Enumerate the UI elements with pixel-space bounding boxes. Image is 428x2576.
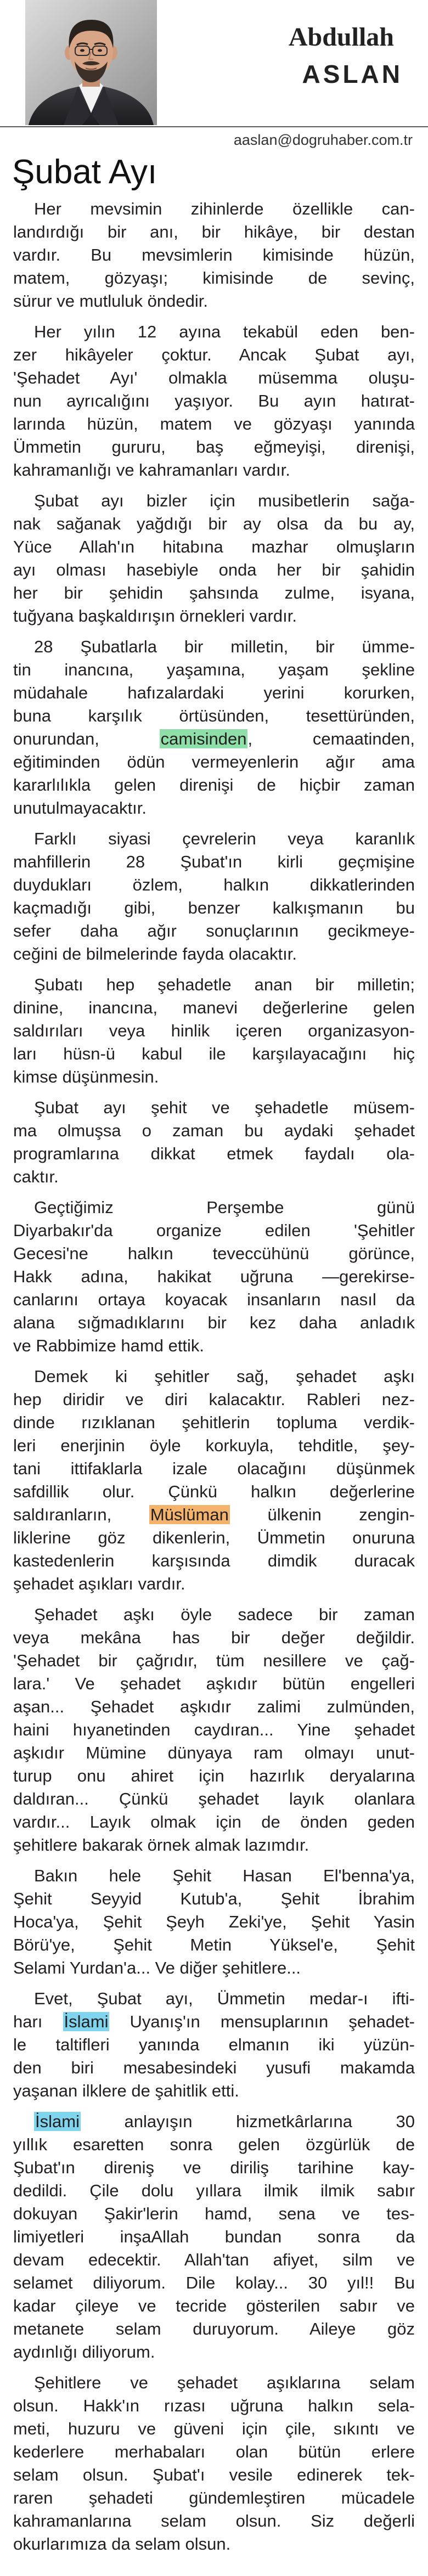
article-line: Her mevsimin zihinlerde özellikle can- [34,199,415,218]
article-line: meti, huzuru ve güveni için çile, sıkıntı ve [13,2419,415,2438]
article-line: Hoca'ya, Şehit Şeyh Zeki'ye, Şehit Yasin [13,1912,415,1931]
article-line: kederlere merhabaları olan bütün erlere [13,2442,415,2461]
article-paragraph [13,1864,415,1980]
article-line: Evet, Şubat ayı, Ümmetin medar-ı ifti- [34,1989,415,2008]
article-paragraph [13,827,415,966]
article-line: yaşanan ilklere de şahitlik etti. [13,2081,239,2100]
author-first-name: Abdullah [288,22,394,52]
article-line: ve Rabbimize hamd ettik. [13,1336,205,1355]
article-line: veya mekâna has bir değer değildir. [13,1628,415,1647]
article-line: Yüce Allah'ın hitabına mazhar olmuşların [13,537,415,556]
keyword-highlight: İslami [35,2112,80,2131]
article-body [13,198,415,2556]
article-line: Şehadet aşkı öyle sadece bir zaman [34,1605,415,1624]
article-line: sürur ve mutluluk öndedir. [13,291,208,311]
article-line: ma olmuşsa o zaman bu aydaki şehadet [13,1121,415,1140]
article-line: lara.' Ve şehadet aşkıdır bütün engelleri [13,1674,415,1693]
article-line: mahfillerin 28 Şubat'ın kirli geçmişine [13,852,415,871]
article-line: buna karşılık örtüsünden, tesettüründen, [13,706,415,725]
article-line: nak sağanak yağdığı bir ay olsa da bu ay, [13,514,415,533]
article-line: Hakk adına, hakikat uğruna —gerekirse- [13,1267,415,1286]
article-line: kimse düşünmesin. [13,1067,159,1086]
article-line: Şubatı hep şehadetle anan bir milletin; [34,975,415,994]
article-line: daldıran... Çünkü şehadet layık olanlara [13,1789,415,1808]
article-line: dedildi. Çile dolu yıllara ilmik ilmik sabır [13,2181,415,2200]
article-line: ceğini de bilmelerinde fayda olacaktır. [13,944,297,963]
line-text-segment: Uyanış'ın mensuplarının şehadet- [109,2012,415,2031]
keyword-highlight: camisinden [160,729,247,748]
article-line: metanete selam duruyorum. Aileye göz [13,2319,415,2338]
article-line: limiyetleri inşaAllah bundan sonra da [13,2227,415,2246]
article-title: Şubat Ayı [12,153,157,191]
article-line: ayı olması hasebiyle onda her bir şahidin [13,560,415,579]
article-line: tani ittifaklarla izale olacağını düşünmek [13,1459,415,1478]
article-line: dinine, inancına, manevi değerlerine gelen [13,998,415,1017]
article-paragraph [13,1603,415,1857]
article-line: Şehit Seyyid Kutub'a, Şehit İbrahim [13,1889,415,1908]
article-paragraph [13,1096,415,1188]
article-line: her bir şehidin şahsında zulme, isyana, [13,583,415,602]
article-line: Börü'ye, Şehit Metin Yüksel'e, Şehit [13,1935,415,1954]
article-line: aşkıdır Mümine dünyaya ram olmayı unut- [13,1743,415,1762]
article-line: Şubat ayı bizler için musibetlerin sağa- [34,491,415,510]
article-paragraph [13,1987,415,2102]
article-line: 'Şehadet bir çağrıdır, tüm nesillere ve çağ- [13,1651,415,1670]
article-line: 28 Şubatlarla bir milletin, bir ümme- [34,637,415,656]
article-line: turup onu ahiret için hazırlık deryalarına [13,1766,415,1785]
article-line: landırdığı bir anı, bir hikâye, bir destan [13,222,415,241]
line-text-segment: onurundan, [13,729,160,748]
article-line: kaçmadığı gibi, benzer kalkışmanın bu [13,898,415,917]
article-line [13,728,415,751]
article-line: tin inancına, yaşamına, yaşam şekline [13,660,415,679]
article-paragraph [13,973,415,1089]
author-portrait-icon [25,0,157,125]
article-line: şehitlere bakarak örnek almak lazımdır. [13,1835,309,1855]
keyword-highlight: Müslüman [150,1505,229,1524]
article-line: kahramanlarına selam olsun. Siz değerli [13,2511,415,2530]
article-line [13,1503,415,1526]
article-line: canlarını ortaya koyacak insanların nasıl da [13,1290,415,1309]
article-line: larında hüzün, matem ve gözyaşı yanında [13,414,415,433]
line-text-segment: anlayışın hizmetkârlarına 30 [80,2112,415,2131]
article-line: aşan... Şehadet aşkıdır zalimi zulmünden, [13,1697,415,1716]
article-line: matem, gözyaşı; kimisinde de sevinç, [13,268,415,288]
line-text-segment: saldıranların, [13,1505,149,1524]
article-line: Gecesi'ne halkın teveccühünü görünce, [13,1244,415,1263]
article-line: Geçtiğimiz Perşembe günü [34,1198,415,1217]
article-line [13,2010,415,2033]
author-last-name: ASLAN [302,60,403,88]
article-line: Şubat ayı şehit ve şehadetle müsem- [34,1098,415,1117]
article-line: tuğyana başkaldırışın örnekleri vardır. [13,606,297,625]
article-line: leri enerjinin öyle korkuyla, tehditle, şey- [13,1436,415,1455]
article-line: kararlılıkla gelen direnişi de hiçbir zaman [13,775,415,794]
article-line: kahramanlığı ve kahramanları vardır. [13,460,290,480]
author-email: aaslan@dogruhaber.com.tr [233,132,413,148]
article-line: vardır... Layık olmak için de önden geden [13,1812,415,1831]
article-line: Farklı siyasi çevrelerin veya karanlık [34,829,415,848]
article-line: müdahale hafızalardaki yerini korurken, [13,683,415,702]
article-line: Diyarbakır'da organize edilen 'Şehitler [13,1221,415,1240]
article-line: le taltifleri yanında elmanın iki yüzün- [13,2035,415,2054]
article-line: ları hüsn-ü kabul ile karşılayacağını hiç [13,1044,415,1063]
article-paragraph [13,1196,415,1357]
article-line: dinde rızıklanan şehitlerin topluma verdik- [13,1413,415,1432]
article-line: Şehitlere ve şehadet aşıklarına selam [34,2373,415,2392]
article-line: Şubat'ın direniş ve diriliş tarihine kay- [13,2158,415,2177]
article-line: caktır. [13,1167,59,1186]
article-line: liklerine göz dikenlerin, Ümmetin onuruna [13,1528,415,1547]
article-line: selamet diliyorum. Dile kolay... 30 yıl!! Bu [13,2273,415,2292]
article-line: programlarına dikkat etmek faydalı ola- [13,1144,415,1163]
article-line: haini hıyanetinden caydıran... Yine şehadet [13,1720,415,1739]
line-text-segment: ülkenin zengin- [229,1505,415,1524]
article-line: vardır. Bu mevsimlerin kimisinde hüzün, [13,245,415,264]
article-line: devam edecektir. Allah'tan afiyet, silm ve [13,2250,415,2269]
article-line: Selami Yurdan'a... Ve diğer şehitlere... [13,1958,301,1977]
article-line: selam olsun. Şubat'ı vesile edinerek tek- [13,2465,415,2484]
article-line: unutulmayacaktır. [13,798,147,818]
article-paragraph [13,198,415,313]
article-line: eğitiminden ödün vermeyenlerin ağır ama [13,752,415,771]
article-line: okurlarımıza da selam olsun. [13,2534,231,2554]
article-line: kastedenlerin karşısında dimdik duracak [13,1551,415,1570]
article-line: Ümmetin gururu, baş eğmeyişi, direnişi, [13,437,415,456]
article-line: Her yılın 12 ayına tekabül eden ben- [34,322,415,341]
article-paragraph [13,2110,415,2364]
line-text-segment: harı [13,2012,63,2031]
article-line: olsun. Hakk'ın rızası uğruna halkın sela- [13,2396,415,2415]
keyword-highlight: İslami [64,2012,109,2031]
article-line: aydınlığı diliyorum. [13,2342,155,2361]
article-line: zer hikâyeler çoktur. Ancak Şubat ayı, [13,345,415,364]
article-line: Demek ki şehitler sağ, şehadet aşkı [34,1367,415,1386]
article-line: saldırıları veya hinlik içeren organizasyon- [13,1021,415,1040]
line-text-segment: , cemaatinden, [247,729,415,748]
article-paragraph [13,635,415,820]
article-line: raren şehadeti gündemleştiren mücadele [13,2488,415,2507]
article-paragraph [13,489,415,628]
article-paragraph [13,2371,415,2556]
article-line: Bakın hele Şehit Hasan El'benna'ya, [34,1866,415,1885]
article-line: şehadet aşıkları vardır. [13,1574,185,1593]
article-line: dokuyan Şakir'lerin hamd, sena ve tes- [13,2204,415,2223]
article-line: alana sığmadıklarını bir kez daha anladık [13,1313,415,1332]
article-line: yıllık esaretten sonra gelen özgürlük de [13,2135,415,2154]
article-line: hep diridir ve diri kalacaktır. Rableri nez- [13,1390,415,1409]
article-paragraph [13,320,415,482]
article-line [13,2110,415,2133]
article-line: safdillik olur. Çünkü halkın değerlerine [13,1482,415,1501]
article-line: kadar çileye ve tecride gösterilen sabır ve [13,2296,415,2315]
header-divider [0,126,428,127]
article-line: den biri mesabesindeki yusufi makamda [13,2058,415,2077]
article-line: sefer daha ağır sonuçlarının gecikmeye- [13,921,415,940]
article-line: duydukları özlem, halkın dikkatlerinden [13,875,415,894]
article-paragraph [13,1365,415,1596]
article-line: nun ayrıcalığını yaşıyor. Bu ayın hatırat- [13,391,415,410]
article-line: 'Şehadet Ayı' olmakla müsemma oluşu- [13,368,415,387]
